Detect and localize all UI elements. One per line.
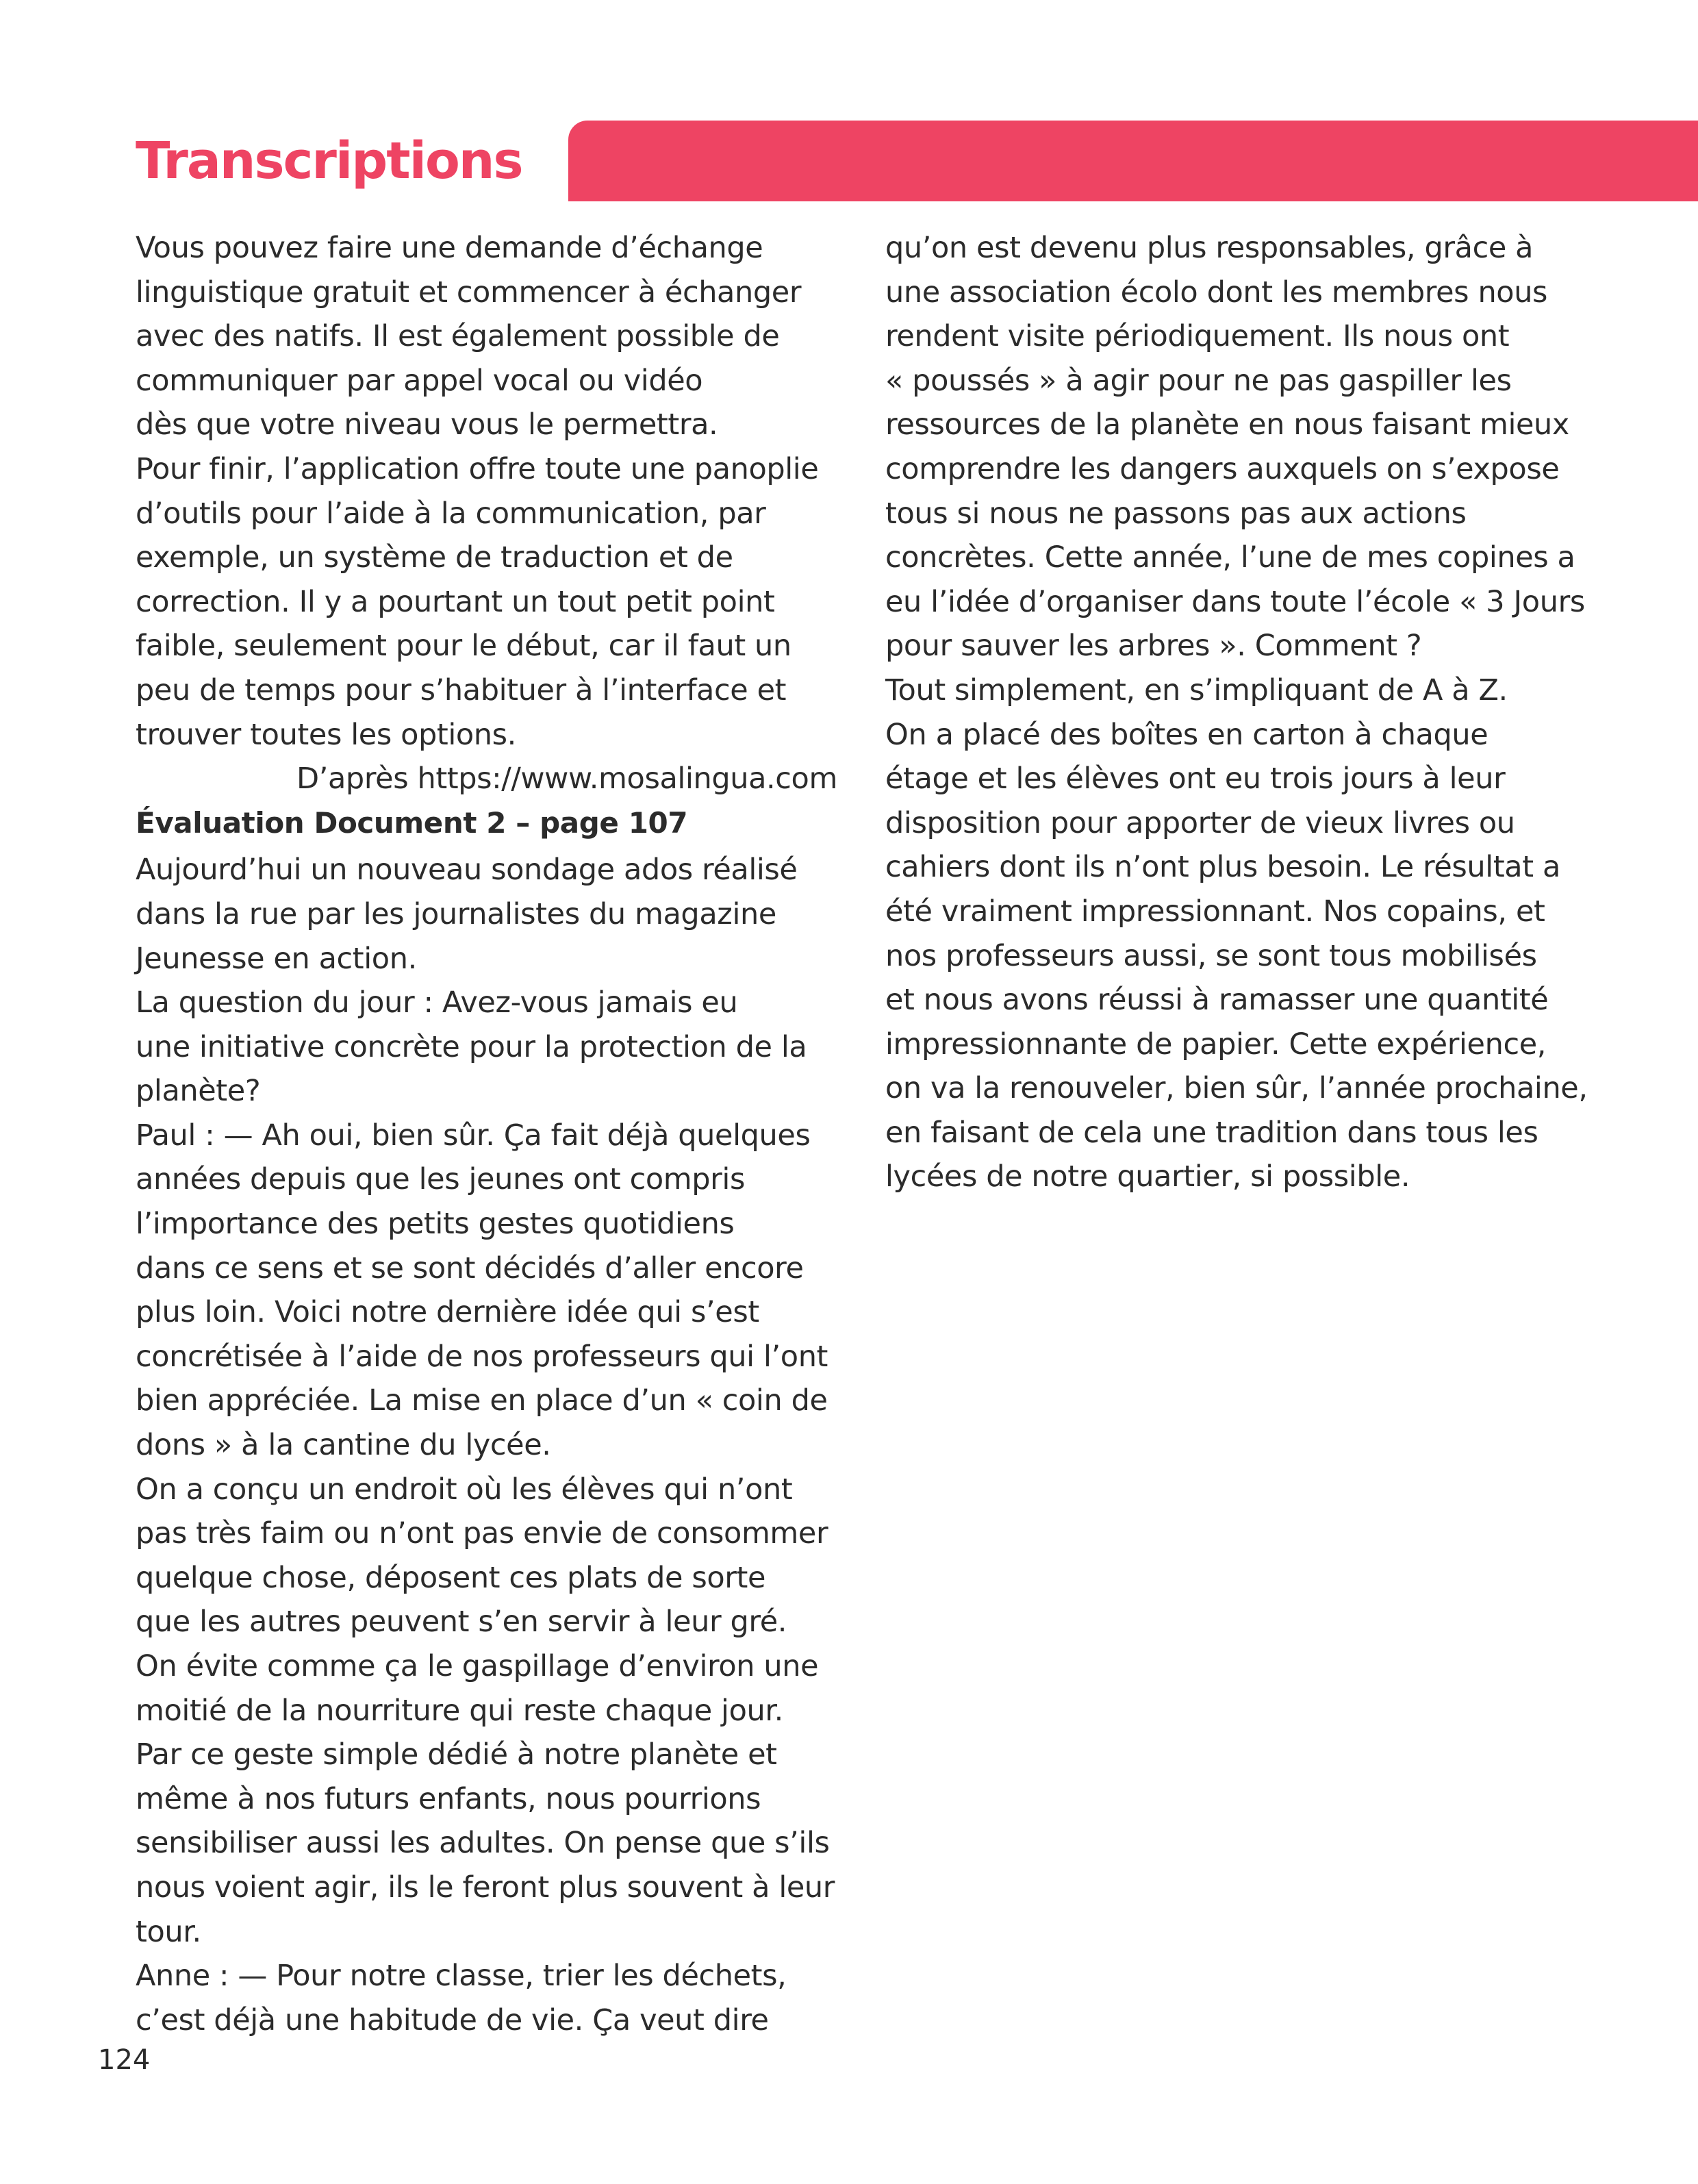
text-line: correction. Il y a pourtant un tout petit point	[136, 584, 775, 619]
text-line: Paul : — Ah oui, bien sûr. Ça fait déjà quelques	[136, 1118, 811, 1153]
text-line: « poussés » à agir pour ne pas gaspiller les	[885, 363, 1512, 398]
text-line: lycées de notre quartier, si possible.	[885, 1159, 1410, 1194]
text-line: Jeunesse en action.	[136, 941, 417, 976]
text-line: années depuis que les jeunes ont compris	[136, 1162, 745, 1197]
text-line: On a conçu un endroit où les élèves qui n’ont	[136, 1472, 793, 1507]
text-line: disposition pour apporter de vieux livres ou	[885, 805, 1515, 840]
text-line: l’importance des petits gestes quotidiens	[136, 1207, 735, 1242]
text-line: tous si nous ne passons pas aux actions	[885, 496, 1467, 531]
text-line: dans la rue par les journalistes du magazine	[136, 896, 776, 931]
text-line: dès que votre niveau vous le permettra.	[136, 407, 718, 442]
text-line: nos professeurs aussi, se sont tous mobilisés	[885, 938, 1537, 973]
page-number: 124	[98, 2044, 151, 2076]
text-line: nous voient agir, ils le feront plus souvent à leur	[136, 1870, 835, 1905]
text-line: une association écolo dont les membres nous	[885, 275, 1548, 310]
left-column	[136, 226, 861, 2042]
text-line: planète?	[136, 1074, 261, 1109]
text-line: Pour finir, l’application offre toute une panoplie	[136, 451, 819, 486]
text-line: linguistique gratuit et commencer à échanger	[136, 275, 802, 310]
text-line: moitié de la nourriture qui reste chaque jour.	[136, 1693, 783, 1728]
text-line: on va la renouveler, bien sûr, l’année prochaine,	[885, 1071, 1588, 1106]
text-line: eu l’idée d’organiser dans toute l’école « 3 Jours	[885, 584, 1585, 619]
text-line: en faisant de cela une tradition dans tous les	[885, 1115, 1538, 1150]
right-column	[885, 226, 1638, 1199]
text-line: d’outils pour l’aide à la communication, par	[136, 496, 766, 531]
text-line: cahiers dont ils n’ont plus besoin. Le résultat a	[885, 850, 1560, 885]
page-title: Transcriptions	[136, 131, 522, 190]
text-line: pas très faim ou n’ont pas envie de consommer	[136, 1516, 828, 1551]
text-line: dons » à la cantine du lycée.	[136, 1428, 551, 1463]
text-line: exemple, un système de traduction et de	[136, 540, 733, 575]
text-line: Aujourd’hui un nouveau sondage ados réalisé	[136, 853, 798, 888]
text-line: La question du jour : Avez-vous jamais eu	[136, 986, 738, 1020]
text-line: pour sauver les arbres ». Comment ?	[885, 629, 1422, 664]
text-line: plus loin. Voici notre dernière idée qui s’est	[136, 1295, 759, 1330]
text-line: rendent visite périodiquement. Ils nous ont	[885, 319, 1510, 354]
text-line: une initiative concrète pour la protection de la	[136, 1029, 807, 1064]
text-line: étage et les élèves ont eu trois jours à leur	[885, 762, 1506, 796]
text-line: tour.	[136, 1914, 201, 1949]
text-line: et nous avons réussi à ramasser une quantité	[885, 983, 1549, 1018]
text-line: ressources de la planète en nous faisant mieux	[885, 407, 1569, 442]
text-line: concrètes. Cette année, l’une de mes copines a	[885, 540, 1575, 575]
text-line: c’est déjà une habitude de vie. Ça veut dire	[136, 2003, 769, 2037]
source-citation: D’après https://www.mosalingua.com	[296, 762, 837, 796]
text-line: Tout simplement, en s’impliquant de A à Z.	[885, 673, 1508, 707]
text-line: trouver toutes les options.	[136, 717, 516, 752]
text-line: concrétisée à l’aide de nos professeurs qui l’ont	[136, 1339, 828, 1374]
text-line: peu de temps pour s’habituer à l’interface et	[136, 673, 787, 707]
text-line: comprendre les dangers auxquels on s’expose	[885, 451, 1560, 486]
text-line: Anne : — Pour notre classe, trier les déchets,	[136, 1959, 787, 1994]
text-line: On a placé des boîtes en carton à chaque	[885, 717, 1488, 752]
text-line: bien appréciée. La mise en place d’un « coin de	[136, 1383, 828, 1418]
text-line: même à nos futurs enfants, nous pourrions	[136, 1781, 761, 1816]
text-line: quelque chose, déposent ces plats de sorte	[136, 1560, 766, 1595]
text-line: faible, seulement pour le début, car il faut un	[136, 629, 791, 664]
text-line: Vous pouvez faire une demande d’échange	[136, 231, 763, 265]
text-line: Par ce geste simple dédié à notre planète et	[136, 1737, 777, 1772]
text-line: On évite comme ça le gaspillage d’environ une	[136, 1649, 819, 1683]
text-line: qu’on est devenu plus responsables, grâce à	[885, 231, 1534, 265]
text-line: avec des natifs. Il est également possible de	[136, 319, 780, 354]
text-line: communiquer par appel vocal ou vidéo	[136, 363, 703, 398]
text-line: sensibiliser aussi les adultes. On pense que s’ils	[136, 1826, 830, 1861]
text-line: été vraiment impressionnant. Nos copains, et	[885, 894, 1545, 929]
title-band	[568, 121, 1698, 201]
text-line: que les autres peuvent s’en servir à leur gré.	[136, 1605, 787, 1640]
text-line: dans ce sens et se sont décidés d’aller encore	[136, 1251, 804, 1285]
section-heading: Évaluation Document 2 – page 107	[136, 805, 688, 840]
text-line: impressionnante de papier. Cette expérience,	[885, 1027, 1547, 1062]
